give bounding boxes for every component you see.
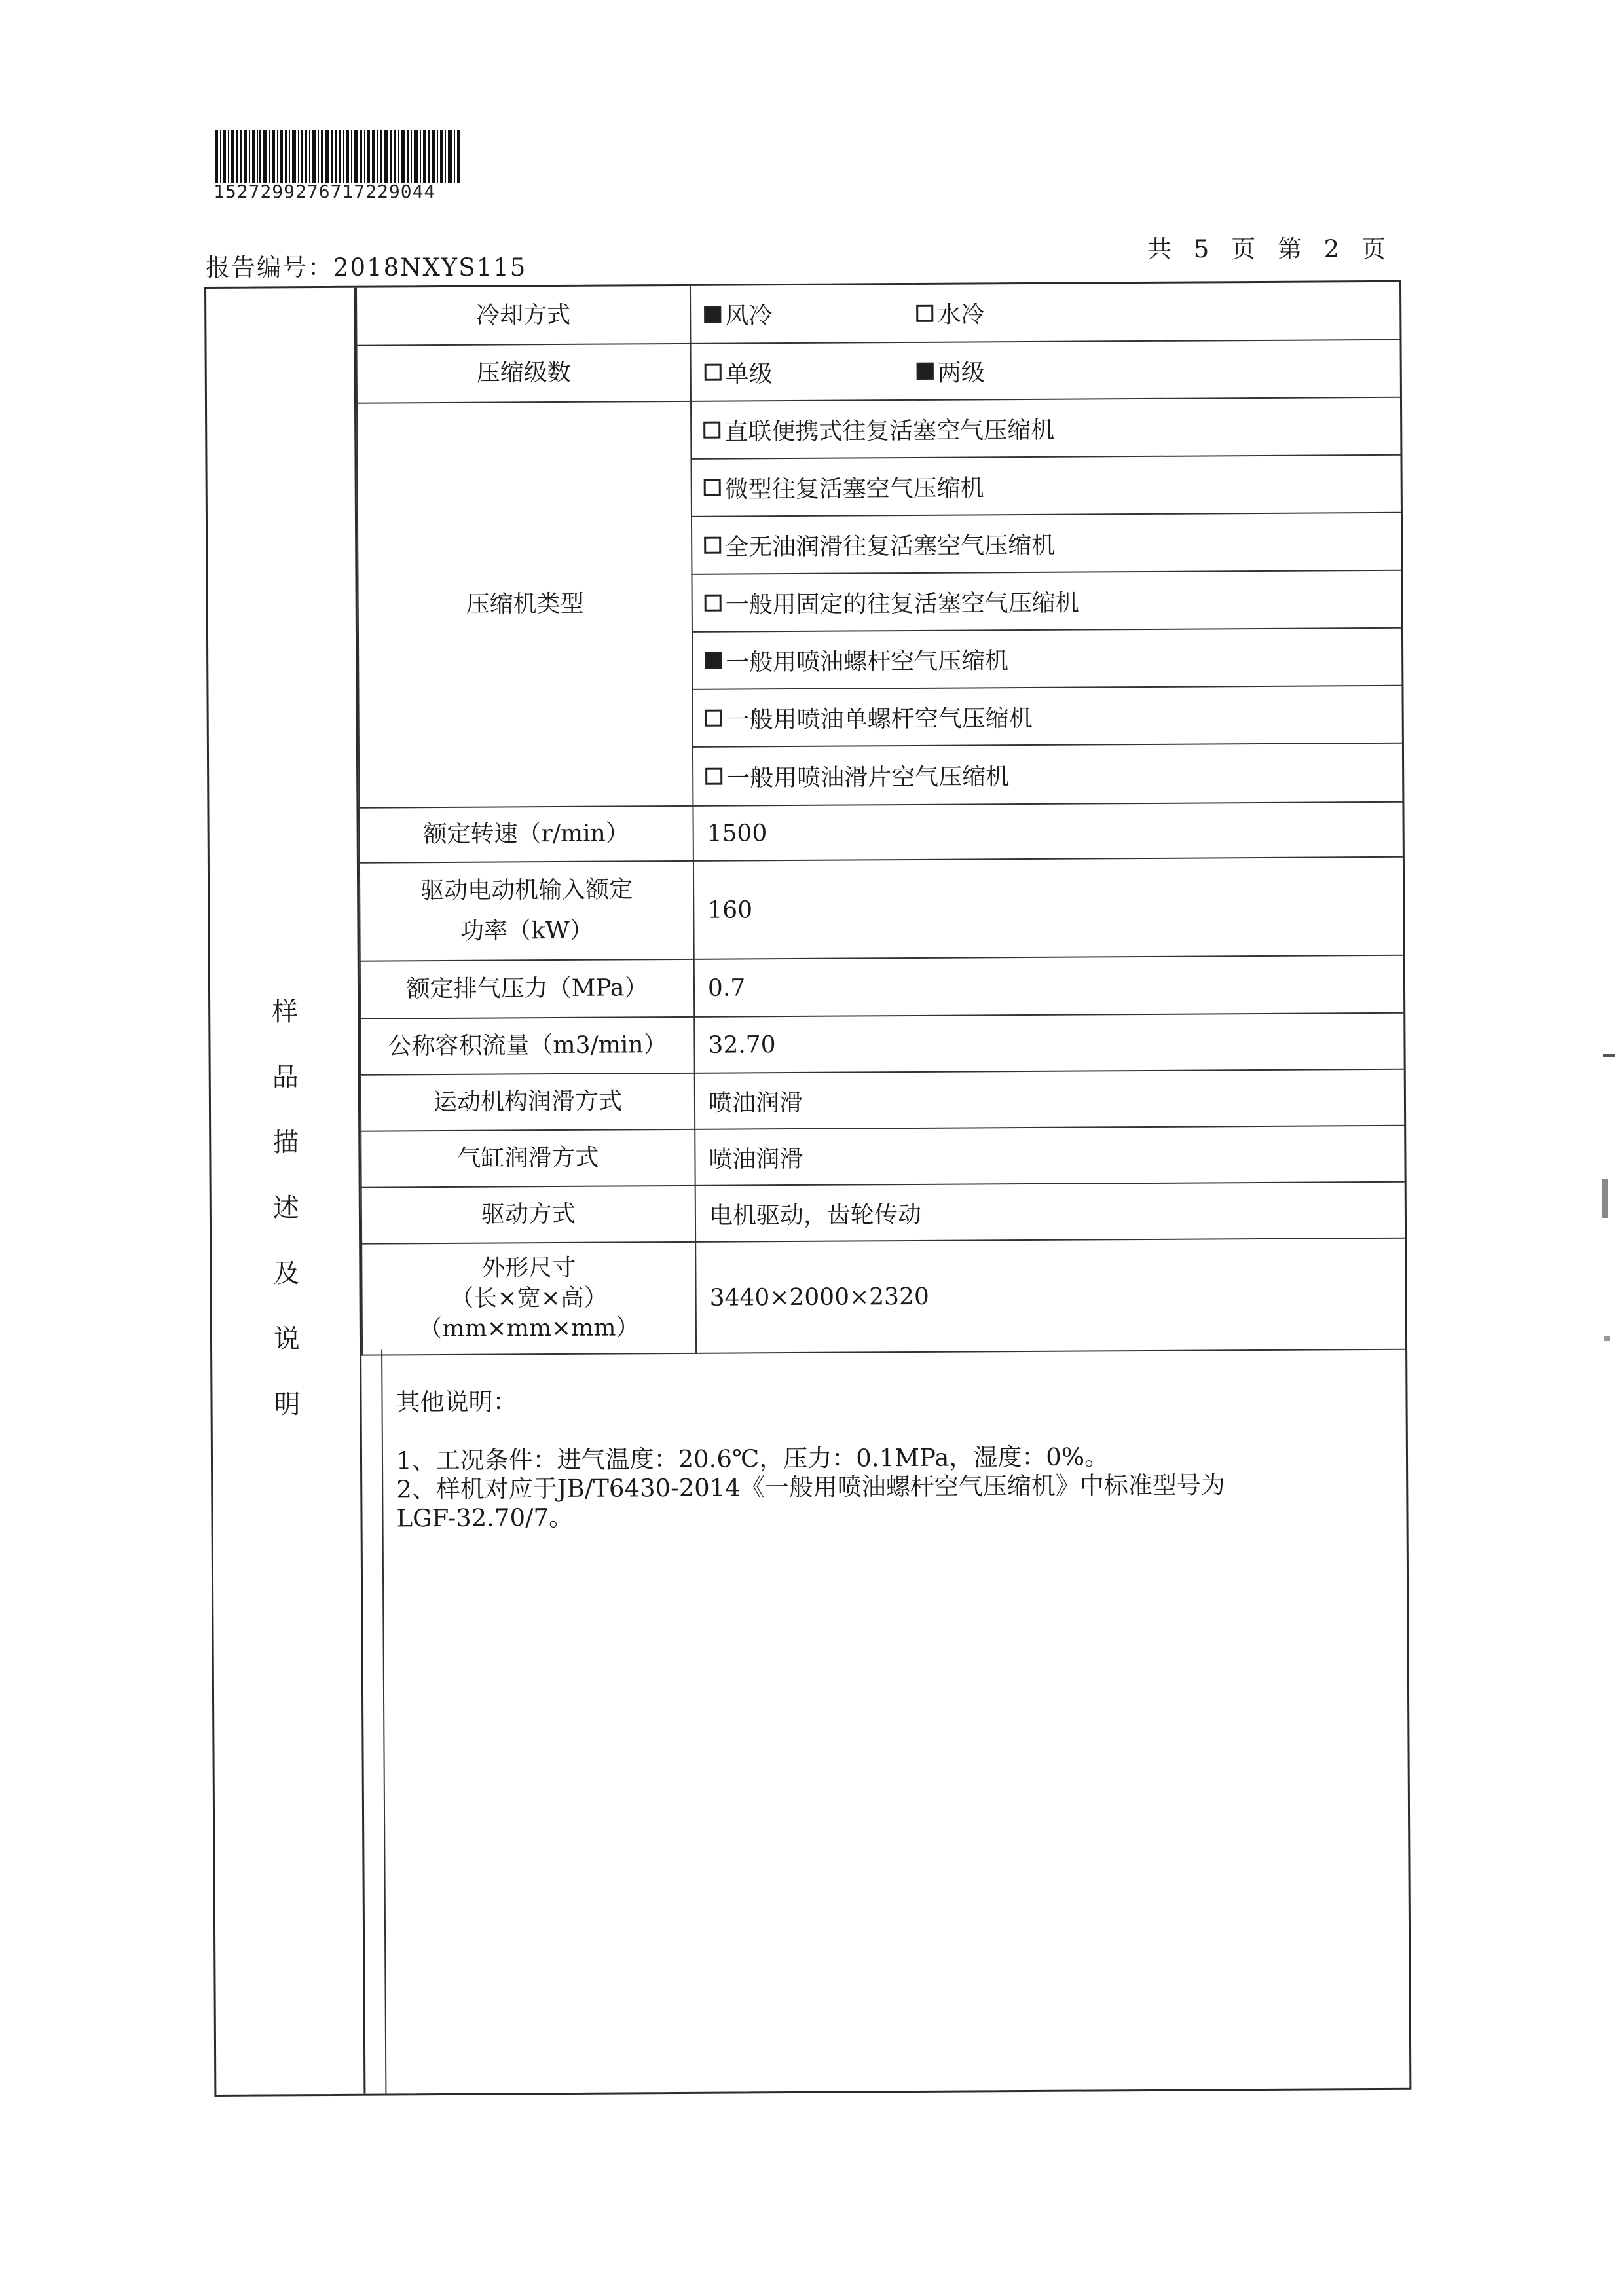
stages-label: 压缩级数 [357, 344, 691, 403]
spec-table [356, 282, 1405, 1356]
cooling-option-air: 风冷 [704, 297, 772, 331]
side-label-char: 明 [274, 1389, 301, 1420]
scan-edge-mark [1603, 1054, 1615, 1057]
compressor-type-options [691, 397, 1402, 806]
barcode-number: 1527299276717229044 [213, 181, 436, 202]
stages-option-two: 两级 [917, 354, 985, 388]
row-cylinder-lubrication [361, 1126, 1404, 1188]
drive-label: 驱动方式 [361, 1186, 695, 1244]
compressor-type-option: 一般用固定的往复活塞空气压缩机 [692, 571, 1401, 633]
cylinder-lubrication-label: 气缸润滑方式 [361, 1129, 695, 1188]
motor-power-label: 驱动电动机输入额定 功率（kW） [360, 861, 694, 961]
cooling-option-water: 水冷 [916, 296, 984, 330]
checkbox-empty-icon [705, 710, 722, 727]
dimensions-value: 3440×2000×2320 [695, 1238, 1405, 1353]
scan-edge-mark [1602, 1179, 1608, 1218]
checkbox-empty-icon [704, 479, 721, 496]
report-number-value: 2018NXYS115 [333, 253, 527, 282]
discharge-pressure-label: 额定排气压力（MPa） [360, 959, 694, 1019]
side-label-char: 及 [273, 1258, 300, 1289]
motor-power-value: 160 [693, 857, 1403, 959]
row-motor-power [360, 857, 1403, 961]
mechanism-lubrication-value: 喷油润滑 [695, 1069, 1404, 1129]
cooling-options [690, 282, 1399, 344]
flow-label: 公称容积流量（m3/min） [360, 1017, 694, 1075]
row-dimensions [361, 1238, 1405, 1355]
checkbox-empty-icon [705, 595, 722, 612]
flow-value: 32.70 [694, 1013, 1403, 1073]
report-number-label: 报告编号： [206, 253, 333, 282]
rated-speed-value: 1500 [693, 802, 1402, 861]
compressor-type-option: 直联便携式往复活塞空气压缩机 [692, 398, 1400, 460]
compressor-type-option: 一般用喷油螺杆空气压缩机 [693, 629, 1401, 690]
barcode-image [215, 130, 461, 183]
compressor-type-label: 压缩机类型 [357, 401, 693, 808]
drive-value: 电机驱动，齿轮传动 [695, 1182, 1405, 1242]
sample-description-form [204, 280, 1411, 2097]
row-compressor-type [357, 397, 1402, 808]
row-rated-speed [359, 802, 1402, 863]
notes-line: 2、样机对应于JB/T6430-2014《一般用喷油螺杆空气压缩机》中标准型号为 [396, 1471, 1225, 1504]
other-notes [381, 1344, 1407, 2095]
checkbox-empty-icon [916, 304, 933, 321]
side-label-char: 描 [272, 1128, 299, 1158]
checkbox-checked-icon [917, 363, 934, 380]
side-label-char: 述 [272, 1193, 299, 1224]
row-stages [357, 340, 1400, 403]
compressor-type-option: 一般用喷油滑片空气压缩机 [693, 744, 1402, 805]
checkbox-empty-icon [704, 537, 721, 554]
row-cooling [356, 282, 1399, 346]
row-mechanism-lubrication [361, 1069, 1404, 1131]
dimensions-label: 外形尺寸 （长×宽×高） （mm×mm×mm） [361, 1242, 696, 1355]
stages-options [690, 340, 1399, 401]
compressor-type-option: 全无油润滑往复活塞空气压缩机 [692, 513, 1401, 575]
notes-title: 其他说明： [396, 1387, 517, 1417]
stages-option-single: 单级 [705, 356, 773, 390]
side-label-char: 样 [272, 997, 299, 1027]
checkbox-empty-icon [705, 768, 722, 785]
checkbox-empty-icon [705, 364, 722, 381]
checkbox-empty-icon [703, 422, 720, 439]
row-discharge-pressure [360, 955, 1403, 1019]
cylinder-lubrication-value: 喷油润滑 [695, 1126, 1404, 1186]
notes-line: 1、工况条件：进气温度：20.6℃，压力：0.1MPa，湿度：0%。 [396, 1442, 1109, 1475]
side-label-char: 品 [272, 1062, 299, 1093]
checkbox-checked-icon [704, 306, 721, 323]
side-label-char: 说 [273, 1324, 301, 1355]
mechanism-lubrication-label: 运动机构润滑方式 [361, 1073, 695, 1131]
discharge-pressure-value: 0.7 [694, 955, 1403, 1017]
checkbox-checked-icon [705, 652, 722, 669]
cooling-label: 冷却方式 [356, 286, 690, 346]
page-count: 共 5 页 第 2 页 [1147, 235, 1390, 263]
side-label [206, 288, 365, 2095]
row-flow [360, 1013, 1403, 1075]
compressor-type-option: 微型往复活塞空气压缩机 [692, 456, 1400, 517]
rated-speed-label: 额定转速（r/min） [359, 806, 693, 863]
notes-line: LGF-32.70/7。 [396, 1503, 574, 1533]
scan-edge-mark [1604, 1336, 1610, 1341]
report-number [206, 248, 526, 283]
compressor-type-option: 一般用喷油单螺杆空气压缩机 [693, 686, 1401, 748]
row-drive [361, 1182, 1405, 1244]
